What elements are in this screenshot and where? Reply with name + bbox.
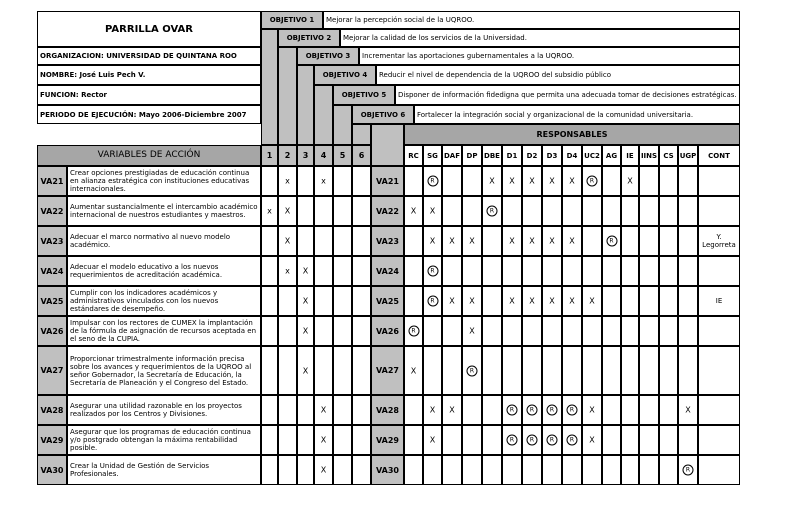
responsable-cell xyxy=(678,316,698,346)
responsable-cell xyxy=(602,395,621,425)
objective-cell xyxy=(352,346,371,395)
responsable-col-d4: D4 xyxy=(562,145,582,166)
objective-number-3: 3 xyxy=(297,145,314,166)
objective-4-text: Reducir el nivel de dependencia de la UQROO del subsidio público xyxy=(376,65,740,85)
objective-cell xyxy=(297,455,314,485)
responsable-cell xyxy=(482,286,502,316)
x-mark: X xyxy=(429,206,436,216)
responsable-cell xyxy=(482,395,502,425)
row-cont xyxy=(698,395,740,425)
responsable-cell xyxy=(562,346,582,395)
row-description: Asegurar que los programas de educación continua y/o postgrado obtengan la máxima rentabilidad posible. xyxy=(67,425,261,455)
responsable-cell xyxy=(404,425,423,455)
objective-mark: x xyxy=(267,206,272,216)
row-code-right: VA23 xyxy=(371,226,404,256)
x-mark: X xyxy=(469,236,475,246)
responsable-cell xyxy=(482,256,502,286)
responsable-cell xyxy=(423,346,442,395)
objective-cell xyxy=(333,455,352,485)
objective-mark: X xyxy=(302,266,309,276)
objective-mark: X xyxy=(320,465,327,475)
objective-cell xyxy=(278,346,297,395)
row-code-right: VA21 xyxy=(371,166,404,196)
objective-mark: x xyxy=(285,176,290,186)
responsable-cell xyxy=(678,166,698,196)
x-mark: X xyxy=(569,176,575,186)
objective-3-text: Incrementar las aportaciones gubernamentales a la UQROO. xyxy=(359,47,740,65)
responsable-cell xyxy=(678,346,698,395)
responsables-code-header xyxy=(371,124,404,166)
responsable-cell xyxy=(659,425,678,455)
row-description: Adecuar el modelo educativo a los nuevos requerimientos de acreditación académica. xyxy=(67,256,261,286)
responsable-cell xyxy=(659,256,678,286)
responsable-cell xyxy=(482,316,502,346)
responsable-cell xyxy=(462,395,482,425)
objective-cell xyxy=(314,286,333,316)
circled-r-mark: R xyxy=(606,236,617,247)
objective-cell xyxy=(261,455,278,485)
objective-cell xyxy=(352,425,371,455)
responsable-cell xyxy=(442,316,462,346)
objective-cell xyxy=(278,395,297,425)
responsable-cell xyxy=(678,286,698,316)
responsable-cell xyxy=(423,455,442,485)
x-mark: X xyxy=(529,236,535,246)
x-mark: X xyxy=(589,435,595,445)
objective-cell xyxy=(333,166,352,196)
row-description: Crear opciones prestigiadas de educación continua en alianza estratégica con instituciones educativas internacionales. xyxy=(67,166,261,196)
responsable-cell xyxy=(542,455,562,485)
objective-cell xyxy=(297,166,314,196)
objective-cell xyxy=(261,226,278,256)
x-mark: X xyxy=(429,236,436,246)
objective-cell xyxy=(352,316,371,346)
responsable-cell xyxy=(502,196,522,226)
responsable-cell xyxy=(639,256,659,286)
x-mark: X xyxy=(569,236,575,246)
objective-cell xyxy=(261,346,278,395)
responsable-col-ugp: UGP xyxy=(678,145,698,166)
row-code-right: VA29 xyxy=(371,425,404,455)
grid-title: PARRILLA OVAR xyxy=(37,11,261,47)
responsable-cell xyxy=(522,196,542,226)
objective-cell xyxy=(352,196,371,226)
responsable-cell xyxy=(582,226,602,256)
responsable-cell xyxy=(621,286,639,316)
objective-mark: x xyxy=(321,176,326,186)
responsable-cell xyxy=(602,256,621,286)
responsable-cell xyxy=(404,286,423,316)
row-code-right: VA27 xyxy=(371,346,404,395)
info-funcion: FUNCION: Rector xyxy=(37,85,261,105)
objective-cell xyxy=(352,226,371,256)
row-cont: IE xyxy=(698,286,740,316)
objective-mark: X xyxy=(284,236,291,246)
responsable-cell xyxy=(522,316,542,346)
row-code: VA23 xyxy=(37,226,67,256)
responsable-cell xyxy=(502,455,522,485)
row-code: VA22 xyxy=(37,196,67,226)
objective-1-label: OBJETIVO 1 xyxy=(261,11,323,29)
row-cont xyxy=(698,316,740,346)
objective-2-label: OBJETIVO 2 xyxy=(278,29,340,47)
responsable-cell xyxy=(678,425,698,455)
objective-cell xyxy=(333,346,352,395)
responsable-cell xyxy=(639,395,659,425)
objective-cell xyxy=(314,226,333,256)
responsable-cell xyxy=(522,256,542,286)
responsables-header: RESPONSABLES xyxy=(404,124,740,145)
responsable-cell xyxy=(582,196,602,226)
objective-5-text: Disponer de información fidedigna que permita una adecuada tomar de decisiones estratégicas. xyxy=(395,85,740,105)
row-code-right: VA22 xyxy=(371,196,404,226)
responsable-cell xyxy=(582,346,602,395)
x-mark: X xyxy=(449,236,455,246)
objective-stem-6 xyxy=(352,124,371,145)
objective-3-label: OBJETIVO 3 xyxy=(297,47,359,65)
objective-cell xyxy=(278,455,297,485)
responsable-cell xyxy=(462,196,482,226)
x-mark: X xyxy=(469,326,475,336)
responsable-cell xyxy=(442,455,462,485)
objective-cell xyxy=(261,256,278,286)
responsable-cell xyxy=(639,286,659,316)
objective-cell xyxy=(352,166,371,196)
responsable-cell xyxy=(621,316,639,346)
objective-cell xyxy=(278,286,297,316)
objective-stem-5 xyxy=(333,105,352,145)
responsable-cell xyxy=(404,455,423,485)
responsable-cell xyxy=(522,346,542,395)
objective-cell xyxy=(333,256,352,286)
responsable-cell xyxy=(639,455,659,485)
responsable-cell xyxy=(659,316,678,346)
objective-cell xyxy=(333,286,352,316)
responsable-cell xyxy=(639,226,659,256)
circled-r-mark: R xyxy=(547,435,558,446)
responsable-cell xyxy=(639,166,659,196)
responsable-cell xyxy=(621,256,639,286)
row-description: Asegurar una utilidad razonable en los proyectos realizados por los Centros y Divisiones. xyxy=(67,395,261,425)
x-mark: X xyxy=(569,296,575,306)
objective-cell xyxy=(314,346,333,395)
responsable-cell xyxy=(602,196,621,226)
responsable-cell xyxy=(502,316,522,346)
row-code: VA28 xyxy=(37,395,67,425)
row-cont xyxy=(698,166,740,196)
circled-r-mark: R xyxy=(408,326,419,337)
objective-cell xyxy=(352,455,371,485)
responsable-cell xyxy=(659,286,678,316)
x-mark: X xyxy=(529,176,535,186)
objective-cell xyxy=(333,425,352,455)
responsable-cell xyxy=(659,196,678,226)
responsable-cell xyxy=(502,256,522,286)
responsable-cell xyxy=(562,196,582,226)
responsable-cell xyxy=(442,256,462,286)
responsable-cell xyxy=(404,166,423,196)
objective-cell xyxy=(297,425,314,455)
circled-r-mark: R xyxy=(547,405,558,416)
responsable-cell xyxy=(442,346,462,395)
row-code-right: VA25 xyxy=(371,286,404,316)
x-mark: X xyxy=(509,296,515,306)
responsable-cell xyxy=(602,166,621,196)
row-code: VA26 xyxy=(37,316,67,346)
responsable-cell xyxy=(462,256,482,286)
objective-number-4: 4 xyxy=(314,145,333,166)
objective-1-text: Mejorar la percepción social de la UQROO. xyxy=(323,11,740,29)
row-code-right: VA30 xyxy=(371,455,404,485)
responsable-cell xyxy=(621,346,639,395)
responsable-cell xyxy=(482,455,502,485)
row-description: Cumplir con los indicadores académicos y administrativos vinculados con los nuevos estándares de desempeño. xyxy=(67,286,261,316)
objective-stem-1 xyxy=(261,29,278,145)
responsable-cell xyxy=(659,346,678,395)
objective-cell xyxy=(314,316,333,346)
objective-number-2: 2 xyxy=(278,145,297,166)
objective-stem-3 xyxy=(297,65,314,145)
responsable-cell xyxy=(582,256,602,286)
x-mark: X xyxy=(589,405,595,415)
responsable-cell xyxy=(678,226,698,256)
responsable-cell xyxy=(639,346,659,395)
responsable-cell xyxy=(462,425,482,455)
objective-number-6: 6 xyxy=(352,145,371,166)
row-code-right: VA24 xyxy=(371,256,404,286)
responsable-col-uc2: UC2 xyxy=(582,145,602,166)
x-mark: X xyxy=(685,405,691,415)
objective-2-text: Mejorar la calidad de los servicios de la Universidad. xyxy=(340,29,740,47)
objective-cell xyxy=(352,256,371,286)
x-mark: X xyxy=(589,296,595,306)
row-description: Proporcionar trimestralmente información precisa sobre los avances y requerimientos de la UQROO al señor Gobernador, la Secretaría de Educación, la Secretaría de Planeación y el Congreso del Estado. xyxy=(67,346,261,395)
objective-cell xyxy=(297,226,314,256)
variables-header: VARIABLES DE ACCIÓN xyxy=(37,145,261,166)
row-cont xyxy=(698,425,740,455)
x-mark: X xyxy=(410,206,417,216)
circled-r-mark: R xyxy=(487,206,498,217)
row-code-right: VA28 xyxy=(371,395,404,425)
responsable-cell xyxy=(404,256,423,286)
responsable-cell xyxy=(621,395,639,425)
responsable-cell xyxy=(639,196,659,226)
row-code: VA30 xyxy=(37,455,67,485)
responsable-cell xyxy=(621,196,639,226)
responsable-cell xyxy=(621,226,639,256)
circled-r-mark: R xyxy=(507,435,518,446)
x-mark: X xyxy=(429,435,436,445)
circled-r-mark: R xyxy=(567,435,578,446)
objective-mark: X xyxy=(302,366,309,375)
circled-r-mark: R xyxy=(507,405,518,416)
circled-r-mark: R xyxy=(527,405,538,416)
x-mark: X xyxy=(429,405,436,415)
circled-r-mark: R xyxy=(427,296,438,307)
objective-mark: X xyxy=(320,435,327,445)
responsable-cell xyxy=(582,455,602,485)
objective-6-text: Fortalecer la integración social y organizacional de la comunidad universitaria. xyxy=(414,105,740,124)
responsable-cell xyxy=(404,395,423,425)
responsable-col-d2: D2 xyxy=(522,145,542,166)
row-description: Crear la Unidad de Gestión de Servicios Profesionales. xyxy=(67,455,261,485)
objective-cell xyxy=(261,425,278,455)
objective-cell xyxy=(333,196,352,226)
row-description: Adecuar el marco normativo al nuevo modelo académico. xyxy=(67,226,261,256)
x-mark: X xyxy=(549,176,555,186)
responsable-cell xyxy=(542,256,562,286)
row-cont xyxy=(698,196,740,226)
responsable-col-ag: AG xyxy=(602,145,621,166)
objective-cell xyxy=(297,395,314,425)
responsable-cell xyxy=(482,425,502,455)
row-cont xyxy=(698,346,740,395)
responsable-cell xyxy=(639,425,659,455)
objective-cell xyxy=(333,395,352,425)
responsable-col-dp: DP xyxy=(462,145,482,166)
objective-cell xyxy=(261,166,278,196)
responsable-cell xyxy=(562,256,582,286)
responsable-cell xyxy=(542,196,562,226)
row-code: VA27 xyxy=(37,346,67,395)
info-nombre: NOMBRE: José Luis Pech V. xyxy=(37,65,261,85)
responsable-col-rc: RC xyxy=(404,145,423,166)
objective-mark: X xyxy=(320,405,327,415)
row-description: Aumentar sustancialmente el intercambio académico internacional de nuestros estudiantes y maestros. xyxy=(67,196,261,226)
row-code: VA29 xyxy=(37,425,67,455)
objective-6-label: OBJETIVO 6 xyxy=(352,105,414,124)
responsable-col-d1: D1 xyxy=(502,145,522,166)
objective-cell xyxy=(333,226,352,256)
responsable-cell xyxy=(639,316,659,346)
x-mark: X xyxy=(509,176,515,186)
responsable-cell xyxy=(582,316,602,346)
circled-r-mark: R xyxy=(427,266,438,277)
objective-cell xyxy=(261,395,278,425)
responsable-cell xyxy=(542,316,562,346)
row-cont: Y. Legorreta xyxy=(698,226,740,256)
responsable-cell xyxy=(522,455,542,485)
responsable-cell xyxy=(678,196,698,226)
responsable-cell xyxy=(482,226,502,256)
objective-cell xyxy=(314,256,333,286)
objective-mark: X xyxy=(284,206,291,216)
circled-r-mark: R xyxy=(567,405,578,416)
objective-cell xyxy=(297,196,314,226)
responsable-cell xyxy=(482,346,502,395)
responsable-cell xyxy=(659,455,678,485)
objective-number-5: 5 xyxy=(333,145,352,166)
responsable-col-sg: SG xyxy=(423,145,442,166)
x-mark: X xyxy=(469,296,475,306)
responsable-col-cont: CONT xyxy=(698,145,740,166)
responsable-cell xyxy=(404,226,423,256)
x-mark: X xyxy=(549,296,555,306)
responsable-cell xyxy=(423,316,442,346)
x-mark: X xyxy=(489,176,495,186)
x-mark: X xyxy=(529,296,535,306)
responsable-col-d3: D3 xyxy=(542,145,562,166)
responsable-cell xyxy=(442,196,462,226)
objective-cell xyxy=(352,286,371,316)
responsable-cell xyxy=(542,346,562,395)
objective-number-1: 1 xyxy=(261,145,278,166)
objective-stem-2 xyxy=(278,47,297,145)
x-mark: X xyxy=(449,296,455,306)
responsable-cell xyxy=(562,316,582,346)
responsable-cell xyxy=(462,455,482,485)
objective-cell xyxy=(278,425,297,455)
objective-mark: x xyxy=(285,266,290,276)
responsable-cell xyxy=(659,226,678,256)
x-mark: X xyxy=(509,236,515,246)
objective-cell xyxy=(314,196,333,226)
row-code-right: VA26 xyxy=(371,316,404,346)
circled-r-mark: R xyxy=(467,365,478,376)
x-mark: X xyxy=(410,366,417,375)
responsable-col-ie: IE xyxy=(621,145,639,166)
responsable-cell xyxy=(659,395,678,425)
responsable-cell xyxy=(602,455,621,485)
responsable-cell xyxy=(602,425,621,455)
responsable-cell xyxy=(442,425,462,455)
row-code: VA25 xyxy=(37,286,67,316)
responsable-cell xyxy=(602,316,621,346)
circled-r-mark: R xyxy=(683,465,694,476)
responsable-cell xyxy=(621,455,639,485)
responsable-col-dbe: DBE xyxy=(482,145,502,166)
objective-mark: X xyxy=(302,326,309,336)
responsable-cell xyxy=(602,346,621,395)
row-cont xyxy=(698,455,740,485)
responsable-cell xyxy=(462,166,482,196)
row-cont xyxy=(698,256,740,286)
info-periodo: PERIODO DE EJECUCIÓN: Mayo 2006-Diciembre 2007 xyxy=(37,105,261,124)
circled-r-mark: R xyxy=(587,176,598,187)
responsable-col-iins: IINS xyxy=(639,145,659,166)
objective-cell xyxy=(261,286,278,316)
objective-mark: X xyxy=(302,296,309,306)
info-organizacion: ORGANIZACION: UNIVERSIDAD DE QUINTANA ROO xyxy=(37,47,261,65)
responsable-col-daf: DAF xyxy=(442,145,462,166)
objective-cell xyxy=(352,395,371,425)
responsable-cell xyxy=(621,425,639,455)
responsable-col-cs: CS xyxy=(659,145,678,166)
objective-4-label: OBJETIVO 4 xyxy=(314,65,376,85)
row-code: VA24 xyxy=(37,256,67,286)
responsable-cell xyxy=(659,166,678,196)
x-mark: X xyxy=(549,236,555,246)
objective-stem-4 xyxy=(314,85,333,145)
responsable-cell xyxy=(562,455,582,485)
responsable-cell xyxy=(602,286,621,316)
circled-r-mark: R xyxy=(527,435,538,446)
x-mark: X xyxy=(449,405,455,415)
objective-cell xyxy=(333,316,352,346)
objective-cell xyxy=(261,316,278,346)
row-description: Impulsar con los rectores de CUMEX la implantación de la fórmula de asignación de recursos aceptada en el seno de la CUPIA. xyxy=(67,316,261,346)
row-code: VA21 xyxy=(37,166,67,196)
objective-cell xyxy=(278,316,297,346)
circled-r-mark: R xyxy=(427,176,438,187)
responsable-cell xyxy=(442,166,462,196)
responsable-cell xyxy=(502,346,522,395)
x-mark: X xyxy=(627,176,633,186)
responsable-cell xyxy=(678,256,698,286)
objective-5-label: OBJETIVO 5 xyxy=(333,85,395,105)
